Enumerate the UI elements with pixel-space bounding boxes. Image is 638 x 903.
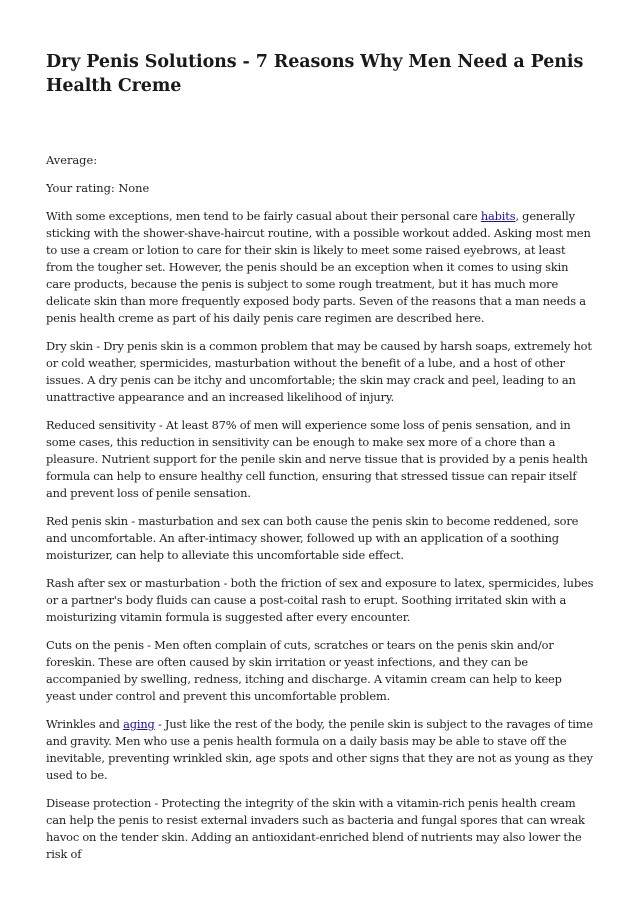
document-page	[46, 50, 594, 874]
habits-link[interactable]: habits	[480, 209, 516, 223]
rating-label: Your rating: None	[46, 181, 150, 195]
average-label: Average:	[46, 153, 98, 167]
paragraph-disease-protection: Disease protection - Protecting the integrity of the skin with a vitamin-rich penis health cream can help the penis to resist external invaders such as bacteria and fungal spores that can wreak havoc on the tender skin. Adding an antioxidant-enriched blend of nutrients may also lower the risk of	[46, 796, 585, 861]
paragraph-rash: Rash after sex or masturbation - both the friction of sex and exposure to latex, spermicides, lubes or a partner's body fluids can cause a post-coital rash to erupt. Soothing irritated skin with a moisturizing vitamin formula is suggested after every encounter.	[46, 576, 594, 624]
paragraph-cuts: Cuts on the penis - Men often complain of cuts, scratches or tears on the penis skin and/or foreskin. These are often caused by skin irritation or yeast infections, and they can be accompanied by swelling, redness, itching and discharge. A vitamin cream can help to keep yeast under control and prevent this uncomfortable problem.	[46, 638, 562, 703]
paragraph-text: With some exceptions, men tend to be fairly casual about their personal care	[46, 209, 481, 223]
paragraph-reduced-sensitivity: Reduced sensitivity - At least 87% of men will experience some loss of penis sensation, and in some cases, this reduction in sensitivity can be enough to make sex more of a chore than a pleasure. Nutrient support for the penile skin and nerve tissue that is provided by a penis health formula can help to ensure healthy cell function, ensuring that stressed tissue can repair itself and prevent loss of penile sensation.	[46, 418, 588, 500]
paragraph-text: , generally sticking with the shower-shave-haircut routine, with a possible workout added. Asking most men to use a cream or lotion to care for their skin is likely to meet some raised eyebrows, at least from the tougher set. However, the penis should be an exception when it comes to using skin care products, because the penis is subject to some rough treatment, but it has much more delicate skin than more frequently exposed body parts. Seven of the reasons that a man needs a penis health creme as part of his daily penis care regimen are described here.	[46, 209, 591, 325]
paragraph-text: - Just like the rest of the body, the penile skin is subject to the ravages of time and gravity. Men who use a penis health formula on a daily basis may be able to stave off the inevitable, preventing wrinkled skin, age spots and other signs that they are not as young as they used to be.	[46, 717, 593, 782]
page-title: Dry Penis Solutions - 7 Reasons Why Men Need a Penis Health Creme	[46, 52, 584, 96]
paragraph-intro	[46, 208, 594, 327]
paragraph-wrinkles	[46, 716, 594, 784]
aging-link[interactable]: aging	[123, 717, 155, 731]
paragraph-red-skin: Red penis skin - masturbation and sex can both cause the penis skin to become reddened, sore and uncomfortable. An after-intimacy shower, followed up with an application of a soothing moisturizer, can help to alleviate this uncomfortable side effect.	[46, 514, 579, 562]
paragraph-text: Wrinkles and	[46, 717, 124, 731]
paragraph-dry-skin: Dry skin - Dry penis skin is a common problem that may be caused by harsh soaps, extremely hot or cold weather, spermicides, masturbation without the benefit of a lube, and a host of other issues. A dry penis can be itchy and uncomfortable; the skin may crack and peel, leading to an unattractive appearance and an increased likelihood of injury.	[46, 339, 592, 404]
